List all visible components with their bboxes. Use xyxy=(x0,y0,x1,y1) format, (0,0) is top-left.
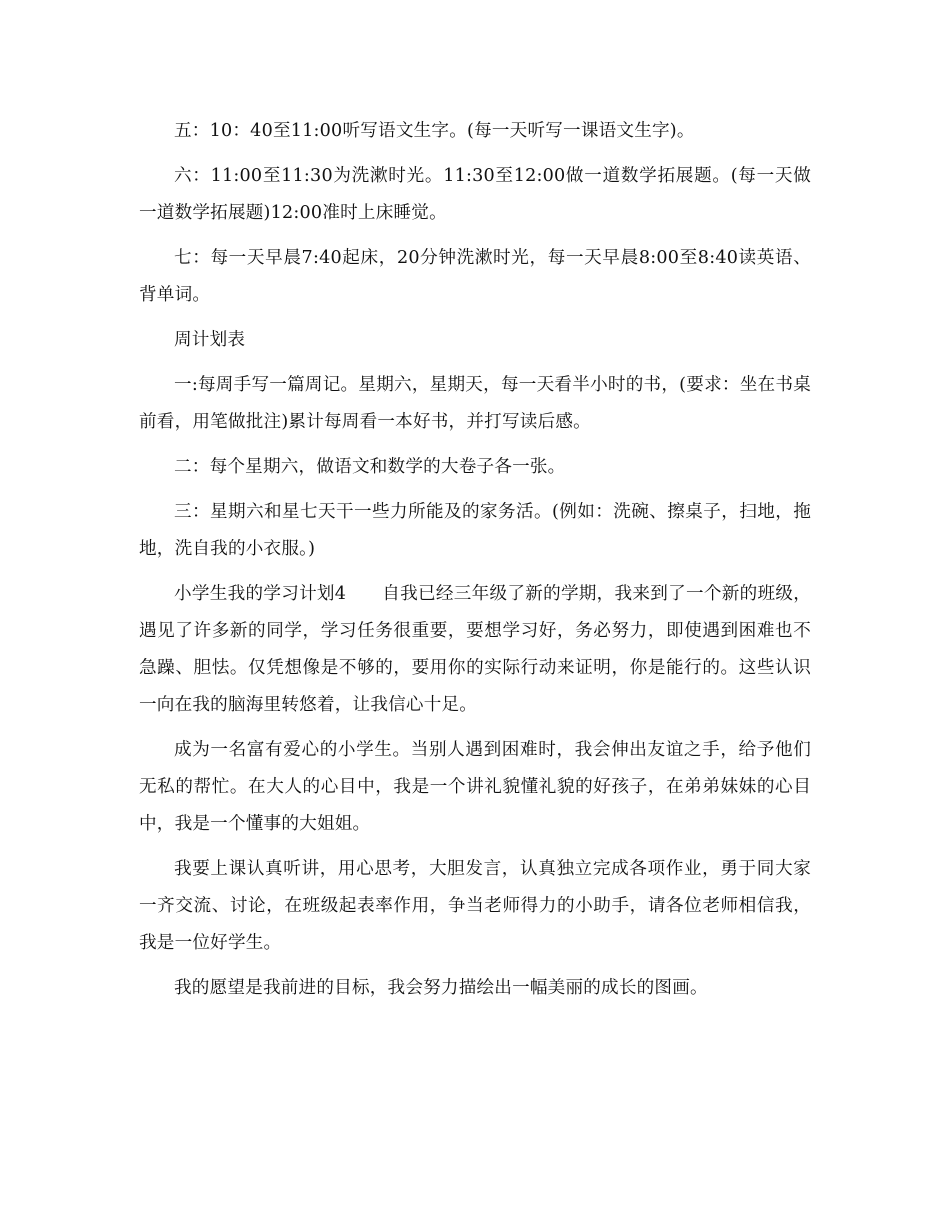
paragraph-caring-student: 成为一名富有爱心的小学生。当别人遇到困难时，我会伸出友谊之手，给予他们无私的帮忙。在大人的心目中，我是一个讲礼貌懂礼貌的好孩子，在弟弟妹妹的心目中，我是一个懂事的大姐姐。 xyxy=(139,740,811,834)
paragraph-closing-wish: 我的愿望是我前进的目标，我会努力描绘出一幅美丽的成长的图画。 xyxy=(174,978,708,998)
paragraph-schedule-7: 七：每一天早晨7:40起床，20分钟洗漱时光，每一天早晨8:00至8:40读英语、背单词。 xyxy=(139,248,811,305)
plan-4-heading: 小学生我的学习计划4 xyxy=(174,584,347,604)
paragraph-weekly-3: 三：星期六和星七天干一些力所能及的家务活。(例如：洗碗、擦桌子，扫地，拖地，洗自我的小衣服。) xyxy=(139,502,811,559)
paragraph-plan-4 xyxy=(139,576,811,724)
paragraph-schedule-5: 五：10：40至11:00听写语文生字。(每一天听写一课语文生字)。 xyxy=(174,121,695,141)
document-body xyxy=(139,113,811,1015)
paragraph-weekly-1: 一:每周手写一篇周记。星期六，星期天，每一天看半小时的书，(要求：坐在书桌前看，用笔做批注)累计每周看一本好书，并打写读后感。 xyxy=(139,375,811,432)
plan-4-text: 自我已经三年级了新的学期，我来到了一个新的班级，遇见了许多新的同学，学习任务很重要，要想学习好，务必努力，即使遇到困难也不急躁、胆怯。仅凭想像是不够的，要用你的实际行动来证明，你是能行的。这些认识一向在我的脑海里转悠着，让我信心十足。 xyxy=(139,584,811,715)
paragraph-weekly-2: 二：每个星期六，做语文和数学的大卷子各一张。 xyxy=(174,457,566,477)
paragraph-class-behavior: 我要上课认真听讲，用心思考，大胆发言，认真独立完成各项作业，勇于同大家一齐交流、讨论，在班级起表率作用，争当老师得力的小助手，请各位老师相信我，我是一位好学生。 xyxy=(139,859,811,953)
paragraph-schedule-6: 六：11:00至11:30为洗漱时光。11:30至12:00做一道数学拓展题。(每一天做一道数学拓展题)12:00准时上床睡觉。 xyxy=(139,166,811,223)
weekly-plan-heading: 周计划表 xyxy=(174,330,246,350)
